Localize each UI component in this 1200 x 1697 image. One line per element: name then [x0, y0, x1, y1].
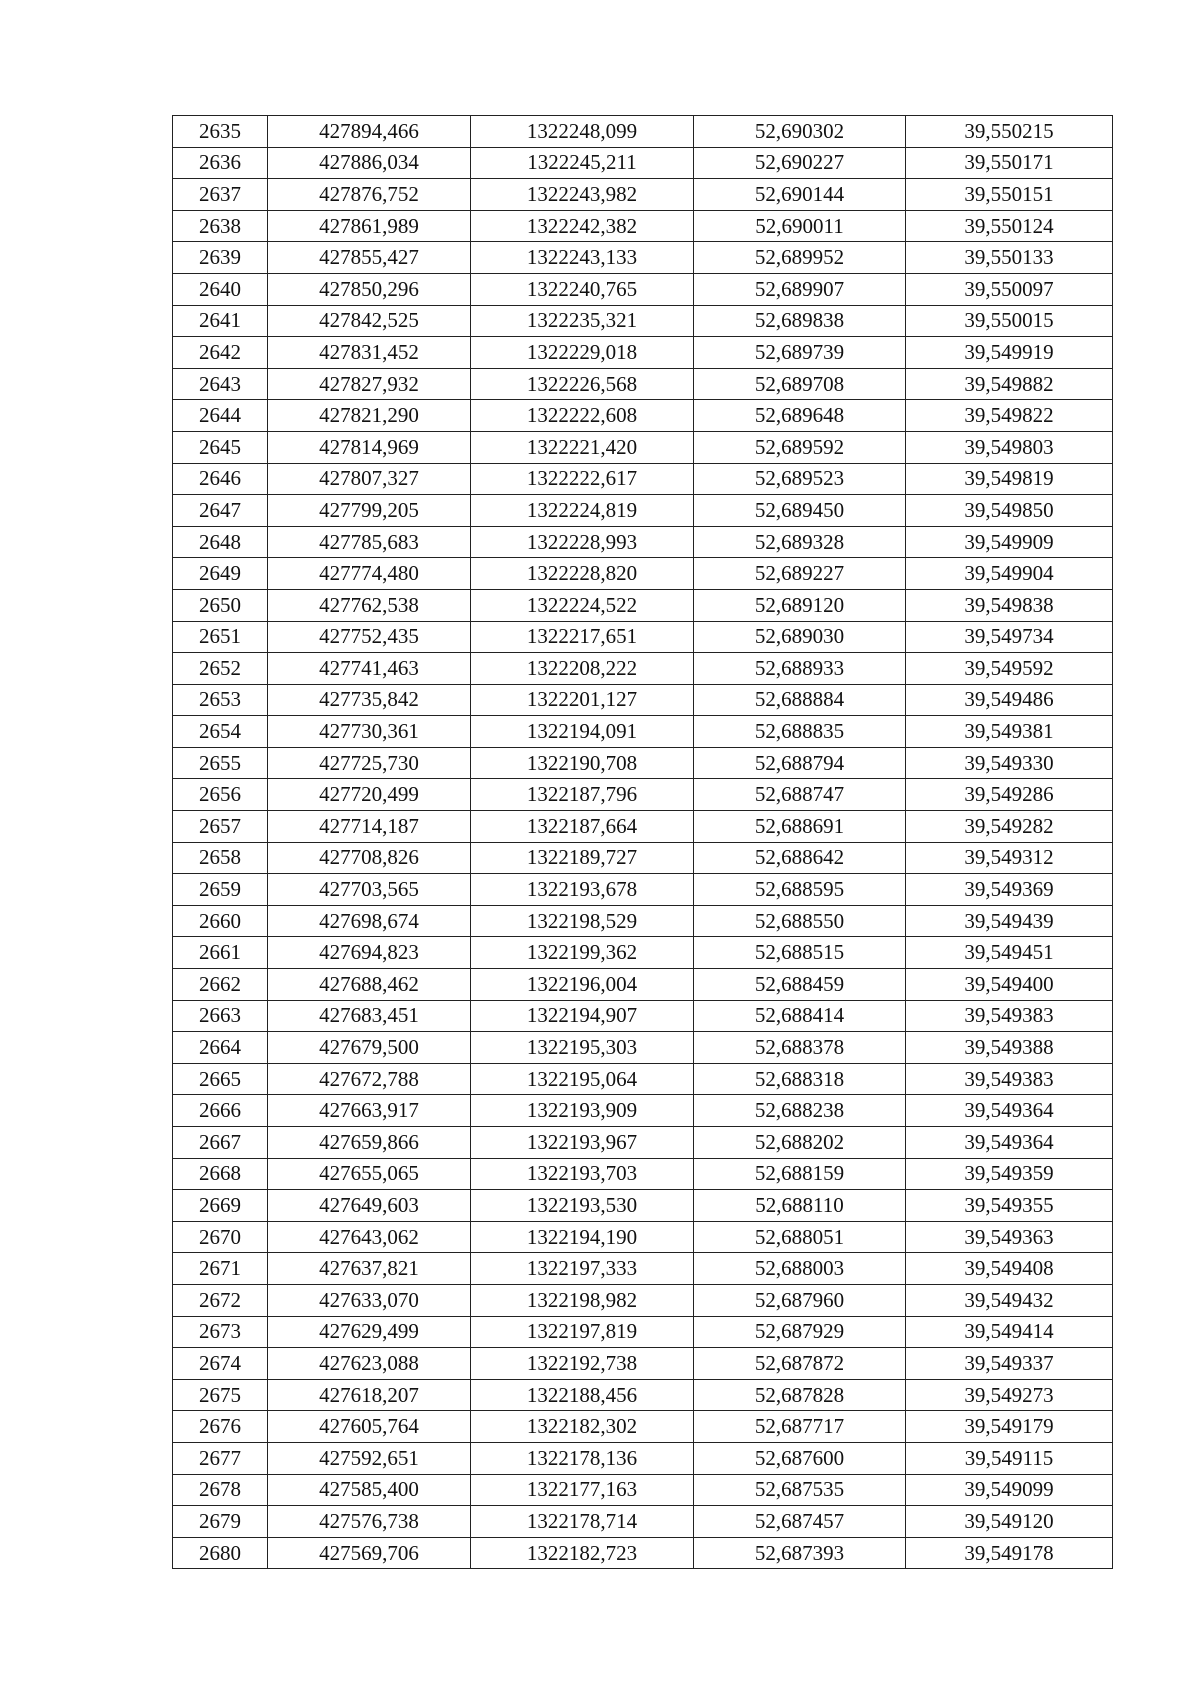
x-coordinate-cell: 427672,788 — [268, 1063, 471, 1095]
table-row — [173, 1221, 1113, 1253]
latitude-cell: 52,688159 — [694, 1158, 906, 1190]
y-coordinate-cell: 1322178,714 — [471, 1506, 694, 1538]
x-coordinate-cell: 427886,034 — [268, 147, 471, 179]
point-number-cell: 2677 — [173, 1442, 268, 1474]
point-number-cell: 2645 — [173, 431, 268, 463]
x-coordinate-cell: 427855,427 — [268, 242, 471, 274]
point-number-cell: 2644 — [173, 400, 268, 432]
latitude-cell: 52,689838 — [694, 305, 906, 337]
y-coordinate-cell: 1322221,420 — [471, 431, 694, 463]
point-number-cell: 2659 — [173, 874, 268, 906]
table-row — [173, 1506, 1113, 1538]
x-coordinate-cell: 427698,674 — [268, 905, 471, 937]
latitude-cell: 52,689952 — [694, 242, 906, 274]
table-row — [173, 842, 1113, 874]
longitude-cell: 39,549451 — [906, 937, 1113, 969]
table-row — [173, 1063, 1113, 1095]
longitude-cell: 39,549909 — [906, 526, 1113, 558]
y-coordinate-cell: 1322217,651 — [471, 621, 694, 653]
x-coordinate-cell: 427655,065 — [268, 1158, 471, 1190]
point-number-cell: 2657 — [173, 811, 268, 843]
y-coordinate-cell: 1322194,190 — [471, 1221, 694, 1253]
x-coordinate-cell: 427720,499 — [268, 779, 471, 811]
x-coordinate-cell: 427694,823 — [268, 937, 471, 969]
y-coordinate-cell: 1322199,362 — [471, 937, 694, 969]
latitude-cell: 52,690144 — [694, 179, 906, 211]
point-number-cell: 2643 — [173, 368, 268, 400]
y-coordinate-cell: 1322228,820 — [471, 558, 694, 590]
latitude-cell: 52,688202 — [694, 1127, 906, 1159]
y-coordinate-cell: 1322195,064 — [471, 1063, 694, 1095]
x-coordinate-cell: 427785,683 — [268, 526, 471, 558]
table-row — [173, 747, 1113, 779]
latitude-cell: 52,689648 — [694, 400, 906, 432]
table-row — [173, 811, 1113, 843]
y-coordinate-cell: 1322224,819 — [471, 495, 694, 527]
longitude-cell: 39,549904 — [906, 558, 1113, 590]
latitude-cell: 52,689328 — [694, 526, 906, 558]
y-coordinate-cell: 1322228,993 — [471, 526, 694, 558]
y-coordinate-cell: 1322182,723 — [471, 1537, 694, 1569]
coordinates-table — [172, 115, 1113, 1569]
table-row — [173, 431, 1113, 463]
longitude-cell: 39,549734 — [906, 621, 1113, 653]
latitude-cell: 52,689708 — [694, 368, 906, 400]
y-coordinate-cell: 1322198,529 — [471, 905, 694, 937]
x-coordinate-cell: 427605,764 — [268, 1411, 471, 1443]
y-coordinate-cell: 1322189,727 — [471, 842, 694, 874]
x-coordinate-cell: 427637,821 — [268, 1253, 471, 1285]
table-row — [173, 716, 1113, 748]
point-number-cell: 2661 — [173, 937, 268, 969]
latitude-cell: 52,688691 — [694, 811, 906, 843]
longitude-cell: 39,549439 — [906, 905, 1113, 937]
latitude-cell: 52,687960 — [694, 1284, 906, 1316]
latitude-cell: 52,687828 — [694, 1379, 906, 1411]
latitude-cell: 52,688835 — [694, 716, 906, 748]
y-coordinate-cell: 1322193,909 — [471, 1095, 694, 1127]
x-coordinate-cell: 427831,452 — [268, 337, 471, 369]
point-number-cell: 2676 — [173, 1411, 268, 1443]
table-row — [173, 621, 1113, 653]
y-coordinate-cell: 1322243,982 — [471, 179, 694, 211]
longitude-cell: 39,550015 — [906, 305, 1113, 337]
longitude-cell: 39,549400 — [906, 969, 1113, 1001]
x-coordinate-cell: 427633,070 — [268, 1284, 471, 1316]
y-coordinate-cell: 1322196,004 — [471, 969, 694, 1001]
point-number-cell: 2668 — [173, 1158, 268, 1190]
point-number-cell: 2636 — [173, 147, 268, 179]
table-row — [173, 1411, 1113, 1443]
y-coordinate-cell: 1322177,163 — [471, 1474, 694, 1506]
longitude-cell: 39,549838 — [906, 589, 1113, 621]
table-row — [173, 305, 1113, 337]
longitude-cell: 39,549819 — [906, 463, 1113, 495]
y-coordinate-cell: 1322242,382 — [471, 210, 694, 242]
table-row — [173, 116, 1113, 148]
x-coordinate-cell: 427799,205 — [268, 495, 471, 527]
latitude-cell: 52,690302 — [694, 116, 906, 148]
table-row — [173, 1000, 1113, 1032]
latitude-cell: 52,689907 — [694, 273, 906, 305]
point-number-cell: 2647 — [173, 495, 268, 527]
latitude-cell: 52,688051 — [694, 1221, 906, 1253]
y-coordinate-cell: 1322245,211 — [471, 147, 694, 179]
longitude-cell: 39,549383 — [906, 1000, 1113, 1032]
x-coordinate-cell: 427708,826 — [268, 842, 471, 874]
longitude-cell: 39,549359 — [906, 1158, 1113, 1190]
longitude-cell: 39,550215 — [906, 116, 1113, 148]
longitude-cell: 39,549822 — [906, 400, 1113, 432]
y-coordinate-cell: 1322188,456 — [471, 1379, 694, 1411]
latitude-cell: 52,688747 — [694, 779, 906, 811]
coordinates-table-body — [173, 116, 1113, 1569]
x-coordinate-cell: 427683,451 — [268, 1000, 471, 1032]
x-coordinate-cell: 427592,651 — [268, 1442, 471, 1474]
y-coordinate-cell: 1322208,222 — [471, 653, 694, 685]
latitude-cell: 52,688595 — [694, 874, 906, 906]
longitude-cell: 39,550151 — [906, 179, 1113, 211]
latitude-cell: 52,690011 — [694, 210, 906, 242]
longitude-cell: 39,550171 — [906, 147, 1113, 179]
longitude-cell: 39,549381 — [906, 716, 1113, 748]
table-row — [173, 463, 1113, 495]
y-coordinate-cell: 1322235,321 — [471, 305, 694, 337]
y-coordinate-cell: 1322197,819 — [471, 1316, 694, 1348]
table-row — [173, 1158, 1113, 1190]
point-number-cell: 2638 — [173, 210, 268, 242]
longitude-cell: 39,549115 — [906, 1442, 1113, 1474]
x-coordinate-cell: 427821,290 — [268, 400, 471, 432]
longitude-cell: 39,549850 — [906, 495, 1113, 527]
latitude-cell: 52,688933 — [694, 653, 906, 685]
x-coordinate-cell: 427876,752 — [268, 179, 471, 211]
y-coordinate-cell: 1322193,967 — [471, 1127, 694, 1159]
table-row — [173, 1190, 1113, 1222]
table-row — [173, 969, 1113, 1001]
latitude-cell: 52,688414 — [694, 1000, 906, 1032]
x-coordinate-cell: 427569,706 — [268, 1537, 471, 1569]
point-number-cell: 2652 — [173, 653, 268, 685]
y-coordinate-cell: 1322226,568 — [471, 368, 694, 400]
y-coordinate-cell: 1322187,796 — [471, 779, 694, 811]
longitude-cell: 39,549486 — [906, 684, 1113, 716]
longitude-cell: 39,549803 — [906, 431, 1113, 463]
latitude-cell: 52,690227 — [694, 147, 906, 179]
longitude-cell: 39,549286 — [906, 779, 1113, 811]
point-number-cell: 2660 — [173, 905, 268, 937]
table-row — [173, 874, 1113, 906]
y-coordinate-cell: 1322229,018 — [471, 337, 694, 369]
longitude-cell: 39,549882 — [906, 368, 1113, 400]
latitude-cell: 52,689592 — [694, 431, 906, 463]
point-number-cell: 2650 — [173, 589, 268, 621]
point-number-cell: 2641 — [173, 305, 268, 337]
longitude-cell: 39,549364 — [906, 1095, 1113, 1127]
latitude-cell: 52,689120 — [694, 589, 906, 621]
latitude-cell: 52,688884 — [694, 684, 906, 716]
x-coordinate-cell: 427576,738 — [268, 1506, 471, 1538]
point-number-cell: 2648 — [173, 526, 268, 558]
point-number-cell: 2673 — [173, 1316, 268, 1348]
y-coordinate-cell: 1322193,530 — [471, 1190, 694, 1222]
longitude-cell: 39,549363 — [906, 1221, 1113, 1253]
y-coordinate-cell: 1322197,333 — [471, 1253, 694, 1285]
x-coordinate-cell: 427850,296 — [268, 273, 471, 305]
longitude-cell: 39,550097 — [906, 273, 1113, 305]
latitude-cell: 52,687600 — [694, 1442, 906, 1474]
x-coordinate-cell: 427861,989 — [268, 210, 471, 242]
longitude-cell: 39,549099 — [906, 1474, 1113, 1506]
point-number-cell: 2655 — [173, 747, 268, 779]
x-coordinate-cell: 427663,917 — [268, 1095, 471, 1127]
x-coordinate-cell: 427730,361 — [268, 716, 471, 748]
longitude-cell: 39,549273 — [906, 1379, 1113, 1411]
x-coordinate-cell: 427774,480 — [268, 558, 471, 590]
longitude-cell: 39,549178 — [906, 1537, 1113, 1569]
latitude-cell: 52,688110 — [694, 1190, 906, 1222]
point-number-cell: 2665 — [173, 1063, 268, 1095]
latitude-cell: 52,689450 — [694, 495, 906, 527]
point-number-cell: 2664 — [173, 1032, 268, 1064]
x-coordinate-cell: 427679,500 — [268, 1032, 471, 1064]
table-row — [173, 937, 1113, 969]
point-number-cell: 2646 — [173, 463, 268, 495]
table-row — [173, 210, 1113, 242]
x-coordinate-cell: 427752,435 — [268, 621, 471, 653]
point-number-cell: 2670 — [173, 1221, 268, 1253]
table-row — [173, 1379, 1113, 1411]
y-coordinate-cell: 1322222,617 — [471, 463, 694, 495]
table-row — [173, 1316, 1113, 1348]
latitude-cell: 52,689523 — [694, 463, 906, 495]
point-number-cell: 2654 — [173, 716, 268, 748]
longitude-cell: 39,550133 — [906, 242, 1113, 274]
x-coordinate-cell: 427762,538 — [268, 589, 471, 621]
y-coordinate-cell: 1322201,127 — [471, 684, 694, 716]
latitude-cell: 52,688794 — [694, 747, 906, 779]
point-number-cell: 2653 — [173, 684, 268, 716]
y-coordinate-cell: 1322195,303 — [471, 1032, 694, 1064]
latitude-cell: 52,688515 — [694, 937, 906, 969]
latitude-cell: 52,687535 — [694, 1474, 906, 1506]
x-coordinate-cell: 427842,525 — [268, 305, 471, 337]
point-number-cell: 2669 — [173, 1190, 268, 1222]
latitude-cell: 52,688459 — [694, 969, 906, 1001]
x-coordinate-cell: 427725,730 — [268, 747, 471, 779]
table-row — [173, 337, 1113, 369]
latitude-cell: 52,688318 — [694, 1063, 906, 1095]
longitude-cell: 39,550124 — [906, 210, 1113, 242]
y-coordinate-cell: 1322192,738 — [471, 1348, 694, 1380]
x-coordinate-cell: 427618,207 — [268, 1379, 471, 1411]
table-row — [173, 1474, 1113, 1506]
table-row — [173, 368, 1113, 400]
latitude-cell: 52,687872 — [694, 1348, 906, 1380]
latitude-cell: 52,688378 — [694, 1032, 906, 1064]
table-row — [173, 400, 1113, 432]
longitude-cell: 39,549337 — [906, 1348, 1113, 1380]
y-coordinate-cell: 1322224,522 — [471, 589, 694, 621]
point-number-cell: 2679 — [173, 1506, 268, 1538]
longitude-cell: 39,549383 — [906, 1063, 1113, 1095]
x-coordinate-cell: 427623,088 — [268, 1348, 471, 1380]
x-coordinate-cell: 427649,603 — [268, 1190, 471, 1222]
point-number-cell: 2672 — [173, 1284, 268, 1316]
latitude-cell: 52,688642 — [694, 842, 906, 874]
y-coordinate-cell: 1322198,982 — [471, 1284, 694, 1316]
point-number-cell: 2640 — [173, 273, 268, 305]
longitude-cell: 39,549179 — [906, 1411, 1113, 1443]
latitude-cell: 52,688550 — [694, 905, 906, 937]
y-coordinate-cell: 1322190,708 — [471, 747, 694, 779]
table-row — [173, 242, 1113, 274]
table-row — [173, 653, 1113, 685]
x-coordinate-cell: 427688,462 — [268, 969, 471, 1001]
longitude-cell: 39,549592 — [906, 653, 1113, 685]
x-coordinate-cell: 427643,062 — [268, 1221, 471, 1253]
longitude-cell: 39,549364 — [906, 1127, 1113, 1159]
x-coordinate-cell: 427741,463 — [268, 653, 471, 685]
x-coordinate-cell: 427585,400 — [268, 1474, 471, 1506]
point-number-cell: 2656 — [173, 779, 268, 811]
table-row — [173, 1348, 1113, 1380]
longitude-cell: 39,549919 — [906, 337, 1113, 369]
x-coordinate-cell: 427703,565 — [268, 874, 471, 906]
point-number-cell: 2680 — [173, 1537, 268, 1569]
point-number-cell: 2662 — [173, 969, 268, 1001]
table-row — [173, 1032, 1113, 1064]
longitude-cell: 39,549330 — [906, 747, 1113, 779]
longitude-cell: 39,549388 — [906, 1032, 1113, 1064]
table-row — [173, 273, 1113, 305]
table-row — [173, 1537, 1113, 1569]
point-number-cell: 2658 — [173, 842, 268, 874]
table-row — [173, 779, 1113, 811]
longitude-cell: 39,549355 — [906, 1190, 1113, 1222]
table-row — [173, 495, 1113, 527]
latitude-cell: 52,689739 — [694, 337, 906, 369]
table-row — [173, 179, 1113, 211]
longitude-cell: 39,549369 — [906, 874, 1113, 906]
latitude-cell: 52,687717 — [694, 1411, 906, 1443]
latitude-cell: 52,688003 — [694, 1253, 906, 1285]
table-row — [173, 558, 1113, 590]
latitude-cell: 52,687929 — [694, 1316, 906, 1348]
table-row — [173, 589, 1113, 621]
x-coordinate-cell: 427659,866 — [268, 1127, 471, 1159]
y-coordinate-cell: 1322178,136 — [471, 1442, 694, 1474]
x-coordinate-cell: 427735,842 — [268, 684, 471, 716]
y-coordinate-cell: 1322193,678 — [471, 874, 694, 906]
table-row — [173, 1095, 1113, 1127]
longitude-cell: 39,549312 — [906, 842, 1113, 874]
y-coordinate-cell: 1322194,907 — [471, 1000, 694, 1032]
y-coordinate-cell: 1322187,664 — [471, 811, 694, 843]
point-number-cell: 2678 — [173, 1474, 268, 1506]
y-coordinate-cell: 1322248,099 — [471, 116, 694, 148]
point-number-cell: 2675 — [173, 1379, 268, 1411]
longitude-cell: 39,549120 — [906, 1506, 1113, 1538]
y-coordinate-cell: 1322243,133 — [471, 242, 694, 274]
y-coordinate-cell: 1322193,703 — [471, 1158, 694, 1190]
point-number-cell: 2637 — [173, 179, 268, 211]
longitude-cell: 39,549414 — [906, 1316, 1113, 1348]
table-row — [173, 1442, 1113, 1474]
x-coordinate-cell: 427629,499 — [268, 1316, 471, 1348]
longitude-cell: 39,549432 — [906, 1284, 1113, 1316]
point-number-cell: 2649 — [173, 558, 268, 590]
latitude-cell: 52,688238 — [694, 1095, 906, 1127]
point-number-cell: 2667 — [173, 1127, 268, 1159]
table-row — [173, 147, 1113, 179]
y-coordinate-cell: 1322194,091 — [471, 716, 694, 748]
table-row — [173, 1253, 1113, 1285]
point-number-cell: 2639 — [173, 242, 268, 274]
table-row — [173, 1284, 1113, 1316]
latitude-cell: 52,689030 — [694, 621, 906, 653]
point-number-cell: 2666 — [173, 1095, 268, 1127]
table-row — [173, 526, 1113, 558]
x-coordinate-cell: 427807,327 — [268, 463, 471, 495]
point-number-cell: 2671 — [173, 1253, 268, 1285]
point-number-cell: 2635 — [173, 116, 268, 148]
table-row — [173, 1127, 1113, 1159]
x-coordinate-cell: 427894,466 — [268, 116, 471, 148]
x-coordinate-cell: 427827,932 — [268, 368, 471, 400]
x-coordinate-cell: 427714,187 — [268, 811, 471, 843]
y-coordinate-cell: 1322182,302 — [471, 1411, 694, 1443]
latitude-cell: 52,687457 — [694, 1506, 906, 1538]
y-coordinate-cell: 1322240,765 — [471, 273, 694, 305]
y-coordinate-cell: 1322222,608 — [471, 400, 694, 432]
longitude-cell: 39,549282 — [906, 811, 1113, 843]
point-number-cell: 2651 — [173, 621, 268, 653]
longitude-cell: 39,549408 — [906, 1253, 1113, 1285]
point-number-cell: 2642 — [173, 337, 268, 369]
table-row — [173, 905, 1113, 937]
x-coordinate-cell: 427814,969 — [268, 431, 471, 463]
point-number-cell: 2663 — [173, 1000, 268, 1032]
latitude-cell: 52,689227 — [694, 558, 906, 590]
point-number-cell: 2674 — [173, 1348, 268, 1380]
latitude-cell: 52,687393 — [694, 1537, 906, 1569]
table-row — [173, 684, 1113, 716]
